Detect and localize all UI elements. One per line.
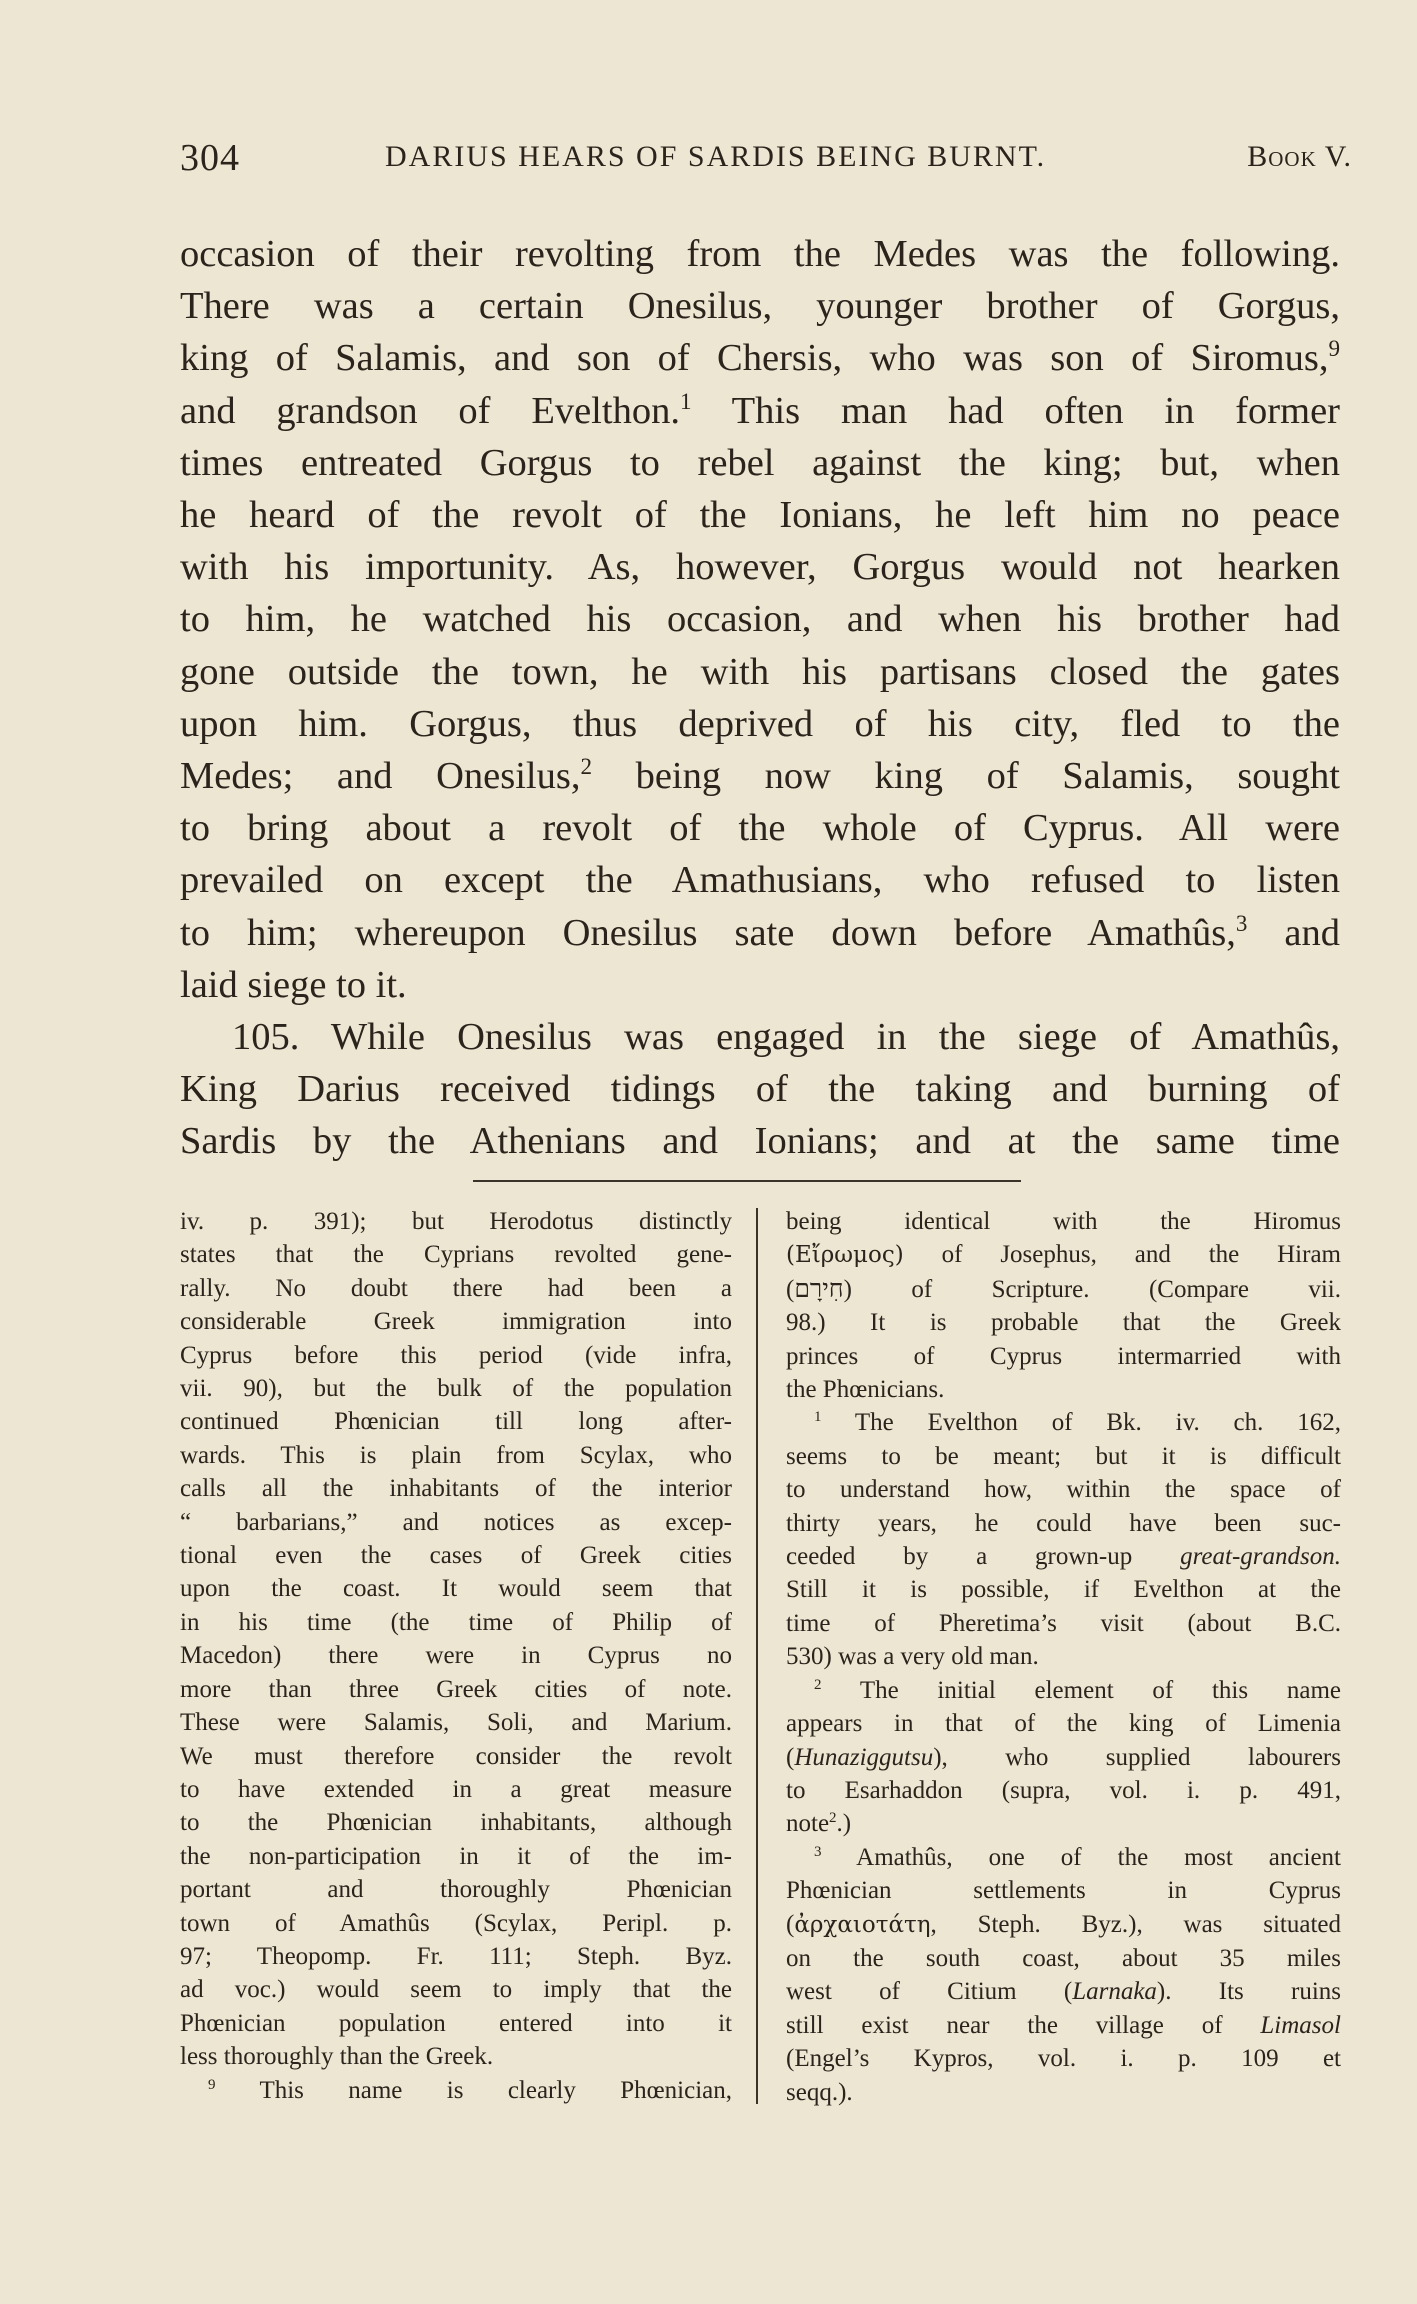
note-line: (Hunaziggutsu), who supplied labourers <box>786 1743 1341 1771</box>
note-line: tional even the cases of Greek cities <box>180 1542 732 1570</box>
note-line: to Esarhaddon (supra, vol. i. p. 491, <box>786 1776 1341 1804</box>
note-line: to have extended in a great measure <box>180 1775 732 1803</box>
text-line: gone outside the town, he with his partisans closed the gates <box>180 650 1340 693</box>
text-line: he heard of the revolt of the Ionians, he left him no peace <box>180 494 1340 537</box>
text-line: upon him. Gorgus, thus deprived of his city, fled to the <box>180 702 1340 745</box>
note-line: seqq.). <box>786 2078 853 2106</box>
footnote-ref: 2 <box>580 753 592 780</box>
main-text <box>180 228 1340 1168</box>
note-line: 98.) It is probable that the Greek <box>786 1309 1341 1337</box>
note-line: time of Pheretima’s visit (about B.C. <box>786 1609 1341 1637</box>
note-line: to understand how, within the space of <box>786 1476 1341 1504</box>
note-line: ad voc.) would seem to imply that the <box>180 1976 732 2004</box>
note-line: vii. 90), but the bulk of the population <box>180 1375 732 1403</box>
note-line: in his time (the time of Philip of <box>180 1608 732 1636</box>
text-line: to bring about a revolt of the whole of Cyprus. All were <box>180 807 1340 850</box>
footnote-marker: 9 <box>208 2076 216 2093</box>
note-line: to the Phœnician inhabitants, although <box>180 1809 732 1837</box>
running-header <box>180 132 1352 182</box>
footnote-9-start: $^9$ This name is clearly Phœnician, <box>208 2076 732 2104</box>
note-line: the non-participation in it of the im- <box>180 1842 732 1870</box>
greek-word: (Εἴρωμος) <box>786 1242 904 1269</box>
footnotes-left-column <box>180 1205 732 2107</box>
footnote-rule <box>473 1180 1021 1182</box>
note-line: west of Citium (Larnaka). Its ruins <box>786 1978 1341 2006</box>
note-line: more than three Greek cities of note. <box>180 1675 732 1703</box>
text-line: prevailed on except the Amathusians, who refused to listen <box>180 859 1340 902</box>
footnote-3-start: $^3$ Amathûs, one of the most ancient <box>814 1843 1341 1871</box>
note-line: upon the coast. It would seem that <box>180 1575 732 1603</box>
text-line: Sardis by the Athenians and Ionians; and at the same time <box>180 1120 1340 1163</box>
section-105-start: 105. While Onesilus was engaged in the siege of Amathûs, <box>232 1016 1340 1059</box>
note-line: Phœnician population entered into it <box>180 2009 732 2037</box>
text-line: with his importunity. As, however, Gorgus would not hearken <box>180 546 1340 589</box>
footnote-ref: 3 <box>1235 909 1248 936</box>
note-line: being identical with the Hiromus <box>786 1208 1341 1235</box>
note-line: iv. p. 391); but Herodotus distinctly <box>180 1208 732 1235</box>
note-line: Phœnician settlements in Cyprus <box>786 1877 1341 1905</box>
note-line: “ barbarians,” and notices as excep- <box>180 1508 732 1536</box>
note-line: portant and thoroughly Phœnician <box>180 1876 732 1904</box>
note-line: (חִירָם) of Scripture. (Compare vii. <box>786 1275 1341 1303</box>
note-line: states that the Cyprians revolted gene- <box>180 1241 732 1269</box>
note-line: These were Salamis, Soli, and Marium. <box>180 1709 732 1737</box>
note-line: town of Amathûs (Scylax, Peripl. p. <box>180 1909 732 1937</box>
note-line: (Εἴρωμος) of Josephus, and the Hiram <box>786 1241 1341 1269</box>
note-line: appears in that of the king of Limenia <box>786 1710 1341 1738</box>
footnote-marker: 2 <box>814 1676 822 1693</box>
note-line: ceeded by a grown-up great-grandson. <box>786 1543 1342 1571</box>
note-line: considerable Greek immigration into <box>180 1308 732 1336</box>
note-line: the Phœnicians. <box>786 1376 945 1404</box>
note-line: 530) was a very old man. <box>786 1643 1039 1671</box>
footnote-marker: 1 <box>814 1409 822 1426</box>
column-divider <box>756 1208 758 2104</box>
text-line: king of Salamis, and son of Chersis, who was son of Siromus,$^9$ <box>180 335 1340 380</box>
note-line: on the south coast, about 35 miles <box>786 1944 1341 1972</box>
note-line: 97; Theopomp. Fr. 111; Steph. Byz. <box>180 1942 732 1970</box>
footnotes-right-column <box>786 1205 1341 2109</box>
text-line: Medes; and Onesilus,$^2$ being now king of Salamis, sought <box>180 753 1340 798</box>
note-line: Macedon) there were in Cyprus no <box>180 1642 732 1670</box>
note-line: wards. This is plain from Scylax, who <box>180 1441 732 1469</box>
note-line: still exist near the village of Limasol <box>786 2011 1341 2039</box>
note-line: Still it is possible, if Evelthon at the <box>786 1576 1341 1604</box>
page-number: 304 <box>180 137 240 179</box>
text-line: to him, he watched his occasion, and when his brother had <box>180 598 1340 641</box>
footnote-marker: 3 <box>814 1843 822 1860</box>
footnote-1-start: $^1$ The Evelthon of Bk. iv. ch. 162, <box>814 1409 1341 1437</box>
note-line: (ἀρχαιοτάτη, Steph. Byz.), was situated <box>786 1910 1341 1938</box>
note-line: Cyprus before this period (vide infra, <box>180 1341 732 1369</box>
footnote-ref: 9 <box>1328 335 1340 362</box>
greek-word: ἀρχαιοτάτη <box>794 1911 931 1938</box>
book-label: Book V. <box>1247 140 1352 173</box>
note-line: calls all the inhabitants of the interior <box>180 1475 732 1503</box>
note-line: (Engel’s Kypros, vol. i. p. 109 et <box>786 2045 1341 2073</box>
text-line: laid siege to it. <box>180 963 407 1006</box>
note-line: note$^2$.) <box>786 1810 852 1838</box>
text-line: to him; whereupon Onesilus sate down before Amathûs,$^3$ and <box>180 909 1341 954</box>
text-line: times entreated Gorgus to rebel against the king; but, when <box>180 441 1340 484</box>
footnote-ref: 1 <box>679 387 692 414</box>
note-line: less thoroughly than the Greek. <box>180 2043 494 2071</box>
running-title: DARIUS HEARS OF SARDIS BEING BURNT. <box>385 140 1047 173</box>
text-line: There was a certain Onesilus, younger brother of Gorgus, <box>180 285 1340 328</box>
footnote-2-start: $^2$ The initial element of this name <box>814 1676 1341 1704</box>
note-line: seems to be meant; but it is difficult <box>786 1442 1341 1470</box>
hebrew-word: (חִירָם) <box>786 1275 852 1303</box>
note-line: princes of Cyprus intermarried with <box>786 1342 1341 1370</box>
note-line: continued Phœnician till long after- <box>180 1408 732 1436</box>
note-line: rally. No doubt there had been a <box>180 1274 732 1302</box>
text-line: occasion of their revolting from the Medes was the following. <box>180 233 1340 275</box>
note-line: thirty years, he could have been suc- <box>786 1509 1341 1537</box>
text-line: and grandson of Evelthon.$^1$ This man had often in former <box>180 387 1340 432</box>
note-line: We must therefore consider the revolt <box>180 1742 732 1770</box>
text-line: King Darius received tidings of the taking and burning of <box>180 1068 1340 1111</box>
